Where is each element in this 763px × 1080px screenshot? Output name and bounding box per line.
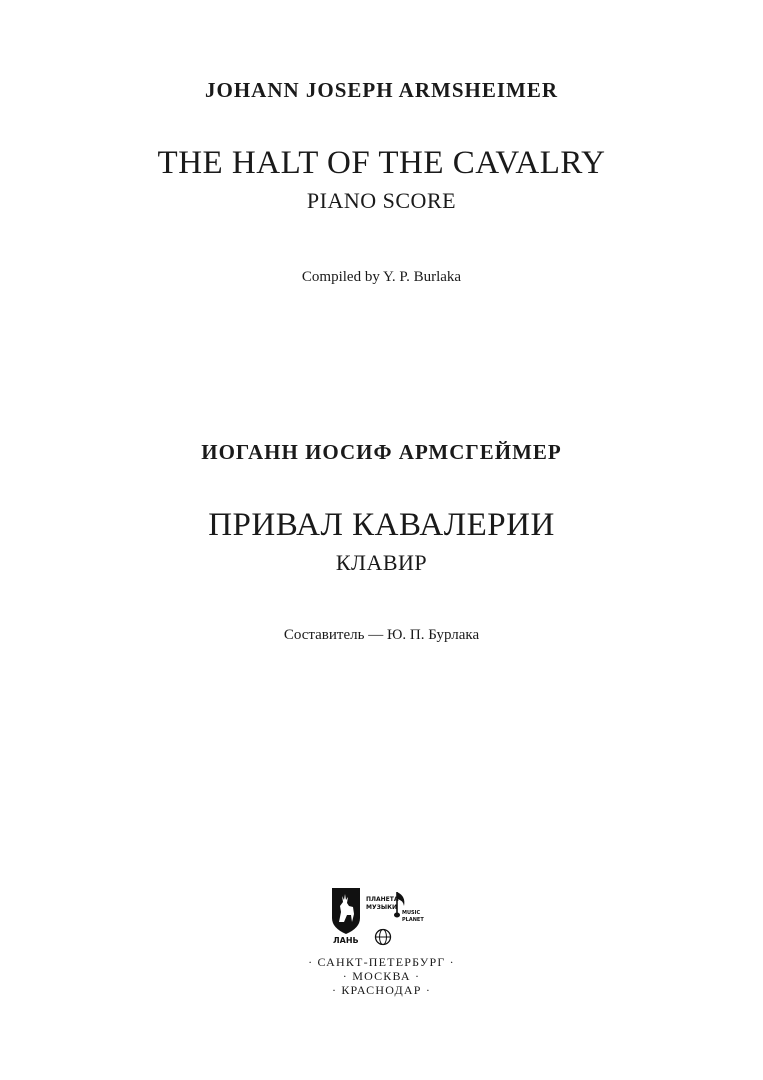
- planet-logo-line1: ПЛАНЕТА: [366, 896, 399, 903]
- english-author: JOHANN JOSEPH ARMSHEIMER: [204, 78, 559, 102]
- russian-title: ПРИВАЛ КАВАЛЕРИИ: [208, 507, 555, 543]
- russian-compiler: Составитель — Ю. П. Бурлака: [283, 627, 480, 643]
- lan-logo-text: ЛАНЬ: [333, 936, 359, 945]
- planet-logo-line2: МУЗЫКИ: [366, 904, 398, 911]
- music-planet-logo: [366, 890, 438, 946]
- russian-subtitle: КЛАВИР: [335, 550, 428, 575]
- publisher-logos: [330, 888, 440, 948]
- planet-logo-en-line2: PLANET: [402, 917, 424, 923]
- globe-icon: [374, 928, 392, 946]
- english-subtitle: PIANO SCORE: [306, 188, 457, 213]
- planet-logo-en-line1: MUSIC: [402, 910, 421, 916]
- publisher-city-3: · КРАСНОДАР ·: [331, 983, 432, 997]
- publisher-city-2: · МОСКВА ·: [342, 969, 421, 983]
- english-title: THE HALT OF THE CAVALRY: [157, 145, 606, 181]
- russian-author: ИОГАНН ИОСИФ АРМСГЕЙМЕР: [201, 440, 562, 464]
- lan-publisher-logo: [330, 888, 362, 946]
- publisher-city-1: · САНКТ-ПЕТЕРБУРГ ·: [308, 955, 455, 969]
- english-compiler: Compiled by Y. P. Burlaka: [301, 269, 462, 285]
- deer-icon: [330, 888, 362, 934]
